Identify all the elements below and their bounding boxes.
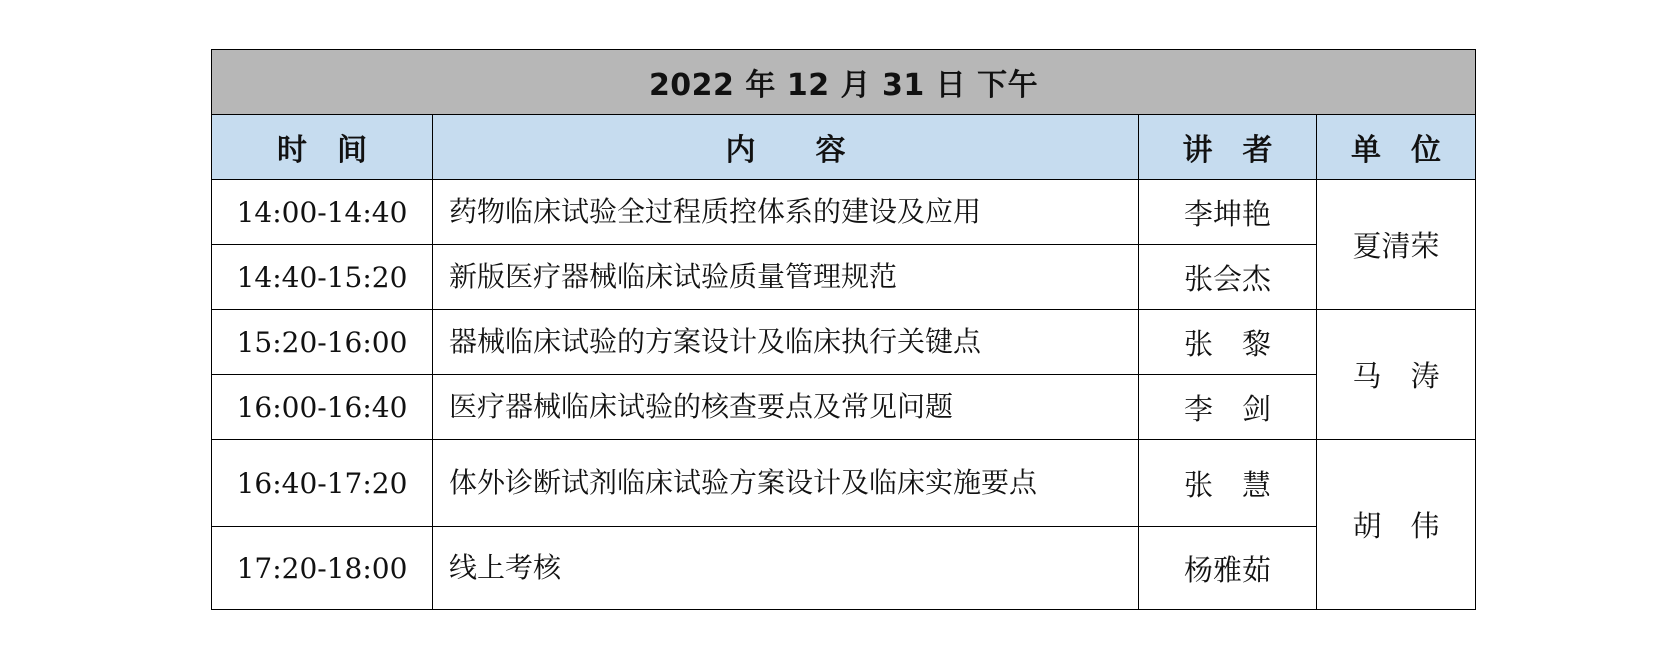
speaker-cell: 李坤艳 xyxy=(1139,180,1317,245)
unit-cell: 夏清荣 xyxy=(1317,180,1476,310)
speaker-cell: 张 黎 xyxy=(1139,310,1317,375)
time-cell: 17:20-18:00 xyxy=(212,527,433,610)
speaker-cell: 张会杰 xyxy=(1139,245,1317,310)
table-row xyxy=(212,245,1476,310)
time-cell: 16:00-16:40 xyxy=(212,375,433,440)
table-row xyxy=(212,527,1476,610)
speaker-cell: 杨雅茹 xyxy=(1139,527,1317,610)
table-row xyxy=(212,375,1476,440)
time-cell: 14:40-15:20 xyxy=(212,245,433,310)
date-header-row xyxy=(212,50,1476,115)
time-cell: 15:20-16:00 xyxy=(212,310,433,375)
date-header: 2022 年 12 月 31 日 下午 xyxy=(212,50,1476,115)
speaker-cell: 李 剑 xyxy=(1139,375,1317,440)
content-cell: 器械临床试验的方案设计及临床执行关键点 xyxy=(433,310,1139,375)
content-cell: 医疗器械临床试验的核查要点及常见问题 xyxy=(433,375,1139,440)
content-cell: 体外诊断试剂临床试验方案设计及临床实施要点 xyxy=(433,440,1139,527)
content-cell: 新版医疗器械临床试验质量管理规范 xyxy=(433,245,1139,310)
table-row xyxy=(212,440,1476,527)
table-row xyxy=(212,180,1476,245)
table-row xyxy=(212,310,1476,375)
content-cell: 药物临床试验全过程质控体系的建设及应用 xyxy=(433,180,1139,245)
unit-cell: 胡 伟 xyxy=(1317,440,1476,610)
column-header-unit: 单 位 xyxy=(1317,115,1476,180)
speaker-cell: 张 慧 xyxy=(1139,440,1317,527)
unit-cell: 马 涛 xyxy=(1317,310,1476,440)
content-cell: 线上考核 xyxy=(433,527,1139,610)
column-header-speaker: 讲 者 xyxy=(1139,115,1317,180)
time-cell: 16:40-17:20 xyxy=(212,440,433,527)
column-header-time: 时 间 xyxy=(212,115,433,180)
column-header-row xyxy=(212,115,1476,180)
schedule-table xyxy=(211,49,1476,610)
column-header-content: 内 容 xyxy=(433,115,1139,180)
time-cell: 14:00-14:40 xyxy=(212,180,433,245)
